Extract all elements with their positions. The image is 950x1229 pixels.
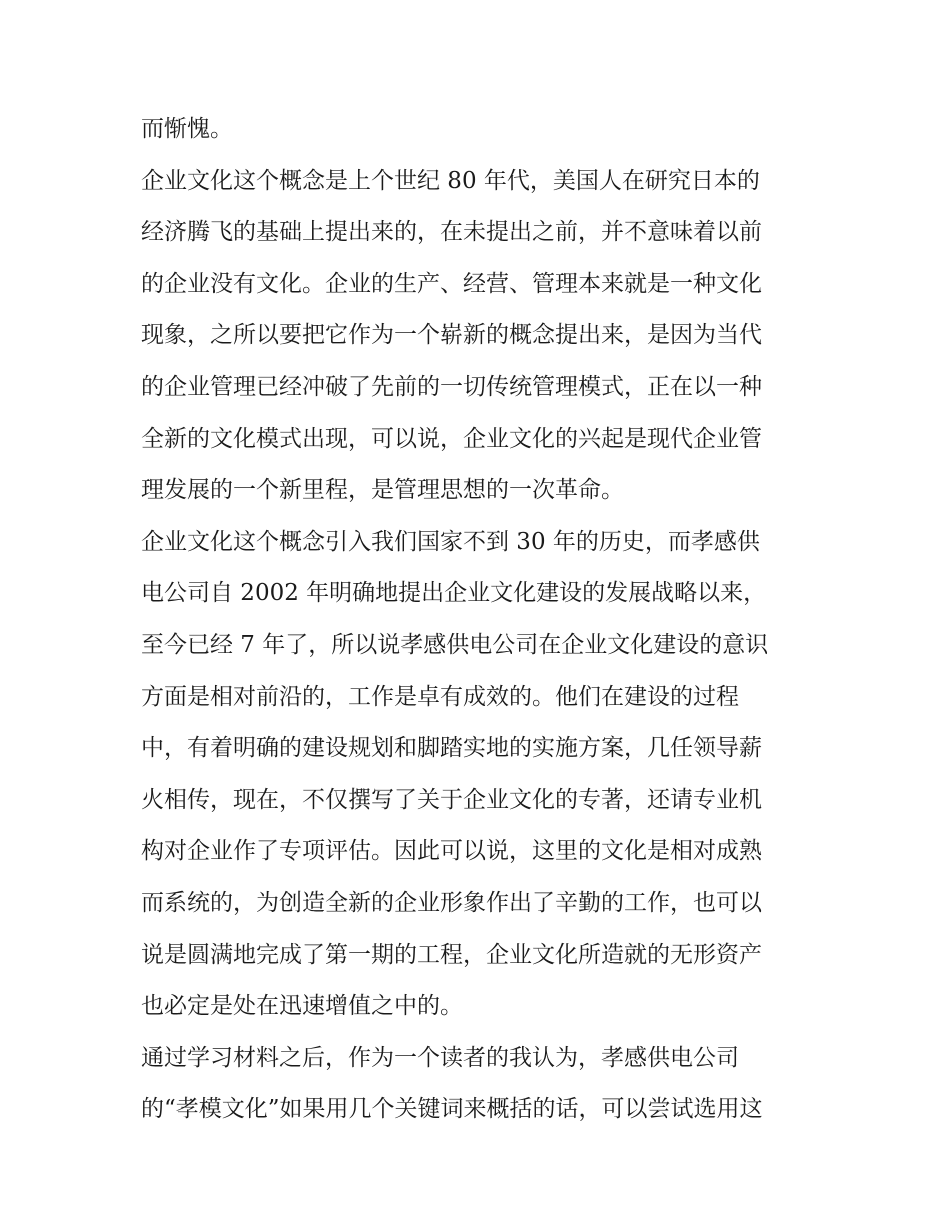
text-line: 企业文化这个概念引入我们国家不到 30 年的历史，而孝感供 <box>141 528 760 555</box>
text-line: 的企业没有文化。企业的生产、经营、管理本来就是一种文化 <box>141 270 762 297</box>
text-line: 中，有着明确的建设规划和脚踏实地的实施方案，几任领导薪 <box>141 735 762 762</box>
text-line: 构对企业作了专项评估。因此可以说，这里的文化是相对成熟 <box>141 838 762 865</box>
body-text <box>141 104 821 1136</box>
text-line: 全新的文化模式出现，可以说，企业文化的兴起是现代企业管 <box>141 425 762 452</box>
text-line: 至今已经 7 年了，所以说孝感供电公司在企业文化建设的意识 <box>141 631 769 658</box>
text-line: 现象，之所以要把它作为一个崭新的概念提出来，是因为当代 <box>141 322 762 349</box>
text-line: 通过学习材料之后，作为一个读者的我认为，孝感供电公司 <box>141 1044 739 1071</box>
text-line: 的企业管理已经冲破了先前的一切传统管理模式，正在以一种 <box>141 373 762 400</box>
text-line: 而惭愧。 <box>141 116 233 142</box>
text-line: 说是圆满地完成了第一期的工程，企业文化所造就的无形资产 <box>141 941 762 968</box>
text-line: 方面是相对前沿的，工作是卓有成效的。他们在建设的过程 <box>141 683 739 710</box>
text-line: 企业文化这个概念是上个世纪 80 年代，美国人在研究日本的 <box>141 167 760 194</box>
text-line: 电公司自 2002 年明确地提出企业文化建设的发展战略以来， <box>141 580 767 607</box>
text-line: 也必定是处在迅速增值之中的。 <box>141 993 463 1020</box>
text-line: 经济腾飞的基础上提出来的，在未提出之前，并不意味着以前 <box>141 219 762 246</box>
text-line: 理发展的一个新里程，是管理思想的一次革命。 <box>141 477 624 504</box>
text-line: 的“孝模文化”如果用几个关键词来概括的话，可以尝试选用这 <box>141 1096 763 1123</box>
text-line: 火相传，现在，不仅撰写了关于企业文化的专著，还请专业机 <box>141 786 762 813</box>
text-line: 而系统的，为创造全新的企业形象作出了辛勤的工作，也可以 <box>141 889 762 916</box>
